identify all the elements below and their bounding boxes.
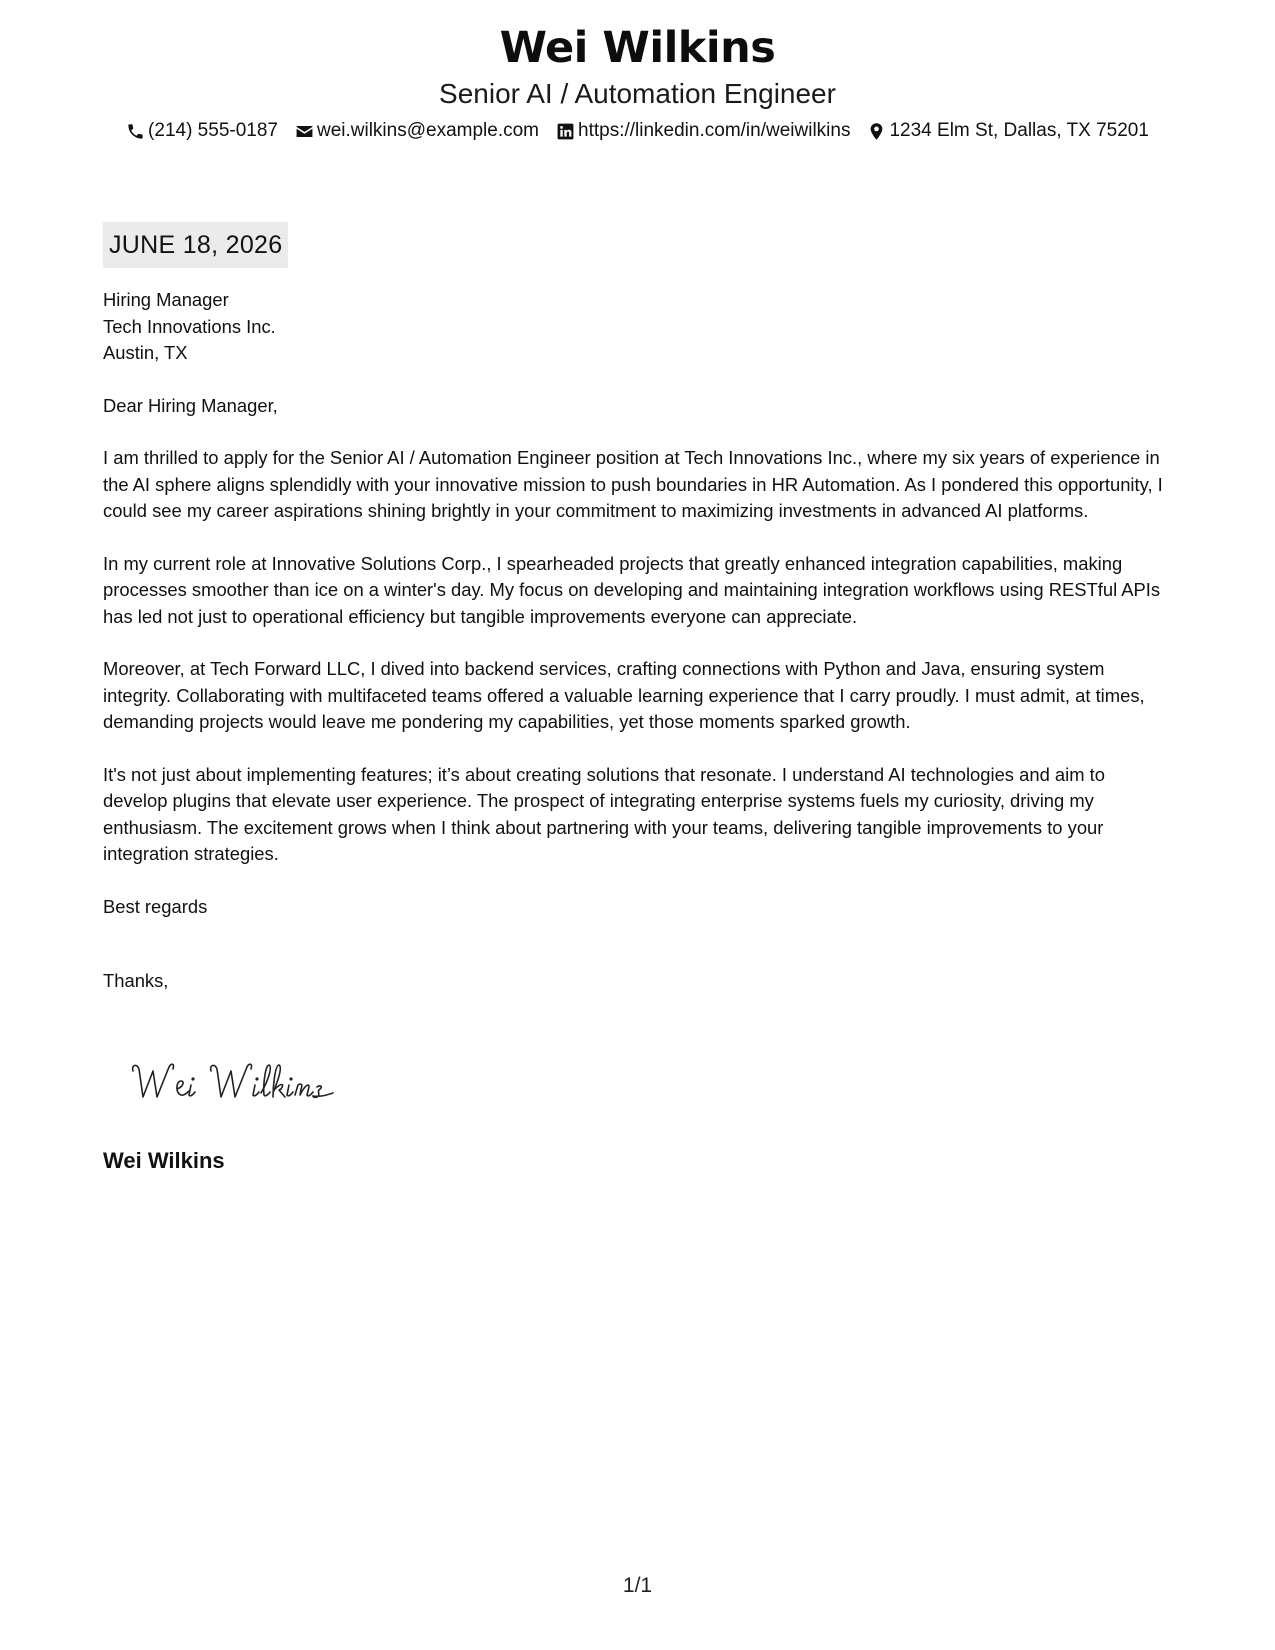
handwritten-signature	[127, 1057, 337, 1109]
closing-regards: Best regards	[103, 895, 208, 917]
contact-bar	[0, 118, 1275, 144]
signature-name: Wei Wilkins	[103, 1148, 225, 1173]
contact-phone	[126, 118, 278, 144]
phone-icon	[126, 122, 145, 141]
recipient-name: Hiring Manager	[103, 289, 229, 310]
letter-body	[103, 287, 1173, 1021]
contact-email[interactable]	[295, 118, 539, 144]
contact-address	[867, 118, 1148, 144]
linkedin-text: https://linkedin.com/in/weiwilkins	[578, 120, 851, 141]
map-marker-icon	[867, 122, 886, 141]
body-paragraph: In my current role at Innovative Solutions Corp., I spearheaded projects that greatly enhanced integration capabilities, making processes smoother than ice on a winter's day. My focus on developing and maintaining integration workflows using RESTful APIs has led not just to operational efficiency but tangible improvements everyone can appreciate.	[103, 552, 1161, 627]
recipient-location: Austin, TX	[103, 342, 188, 363]
email-text: wei.wilkins@example.com	[316, 120, 540, 141]
body-paragraph: It's not just about implementing features; it’s about creating solutions that resonate. I understand AI technologies and aim to develop plugins that elevate user experience. The prospect of integrating enterprise systems fuels my curiosity, driving my enthusiasm. The excitement grows when I think about partnering with your teams, delivering tangible improvements to your integration strategies.	[103, 763, 1105, 864]
job-title: Senior AI / Automation Engineer	[439, 78, 836, 109]
address-text: 1234 Elm St, Dallas, TX 75201	[889, 120, 1149, 141]
contact-linkedin[interactable]	[556, 118, 850, 144]
envelope-icon	[295, 122, 314, 141]
salutation: Dear Hiring Manager,	[103, 394, 278, 416]
recipient-company: Tech Innovations Inc.	[103, 315, 276, 337]
page-number: 1/1	[622, 1574, 653, 1597]
letter-date: JUNE 18, 2026	[103, 222, 288, 268]
body-paragraph: I am thrilled to apply for the Senior AI / Automation Engineer position at Tech Innovations Inc., where my six years of experience in the AI sphere aligns splendidly with your innovative mission to push boundaries in HR Automation. As I pondered this opportunity, I could see my career aspirations shining brightly in your commitment to maximizing investments in advanced AI platforms.	[103, 447, 1163, 521]
closing-thanks: Thanks,	[103, 970, 169, 991]
letter-header	[0, 18, 1275, 144]
recipient-block	[103, 287, 1173, 367]
linkedin-icon	[556, 122, 575, 141]
body-paragraph: Moreover, at Tech Forward LLC, I dived into backend services, crafting connections with Python and Java, ensuring system integrity. Collaborating with multifaceted teams offered a valuable learning experience that I carry proudly. I must admit, at times, demanding projects would leave me pondering my capabilities, yet those moments sparked growth.	[103, 658, 1145, 732]
applicant-name: Wei Wilkins	[499, 23, 776, 73]
phone-text: (214) 555-0187	[148, 120, 278, 141]
